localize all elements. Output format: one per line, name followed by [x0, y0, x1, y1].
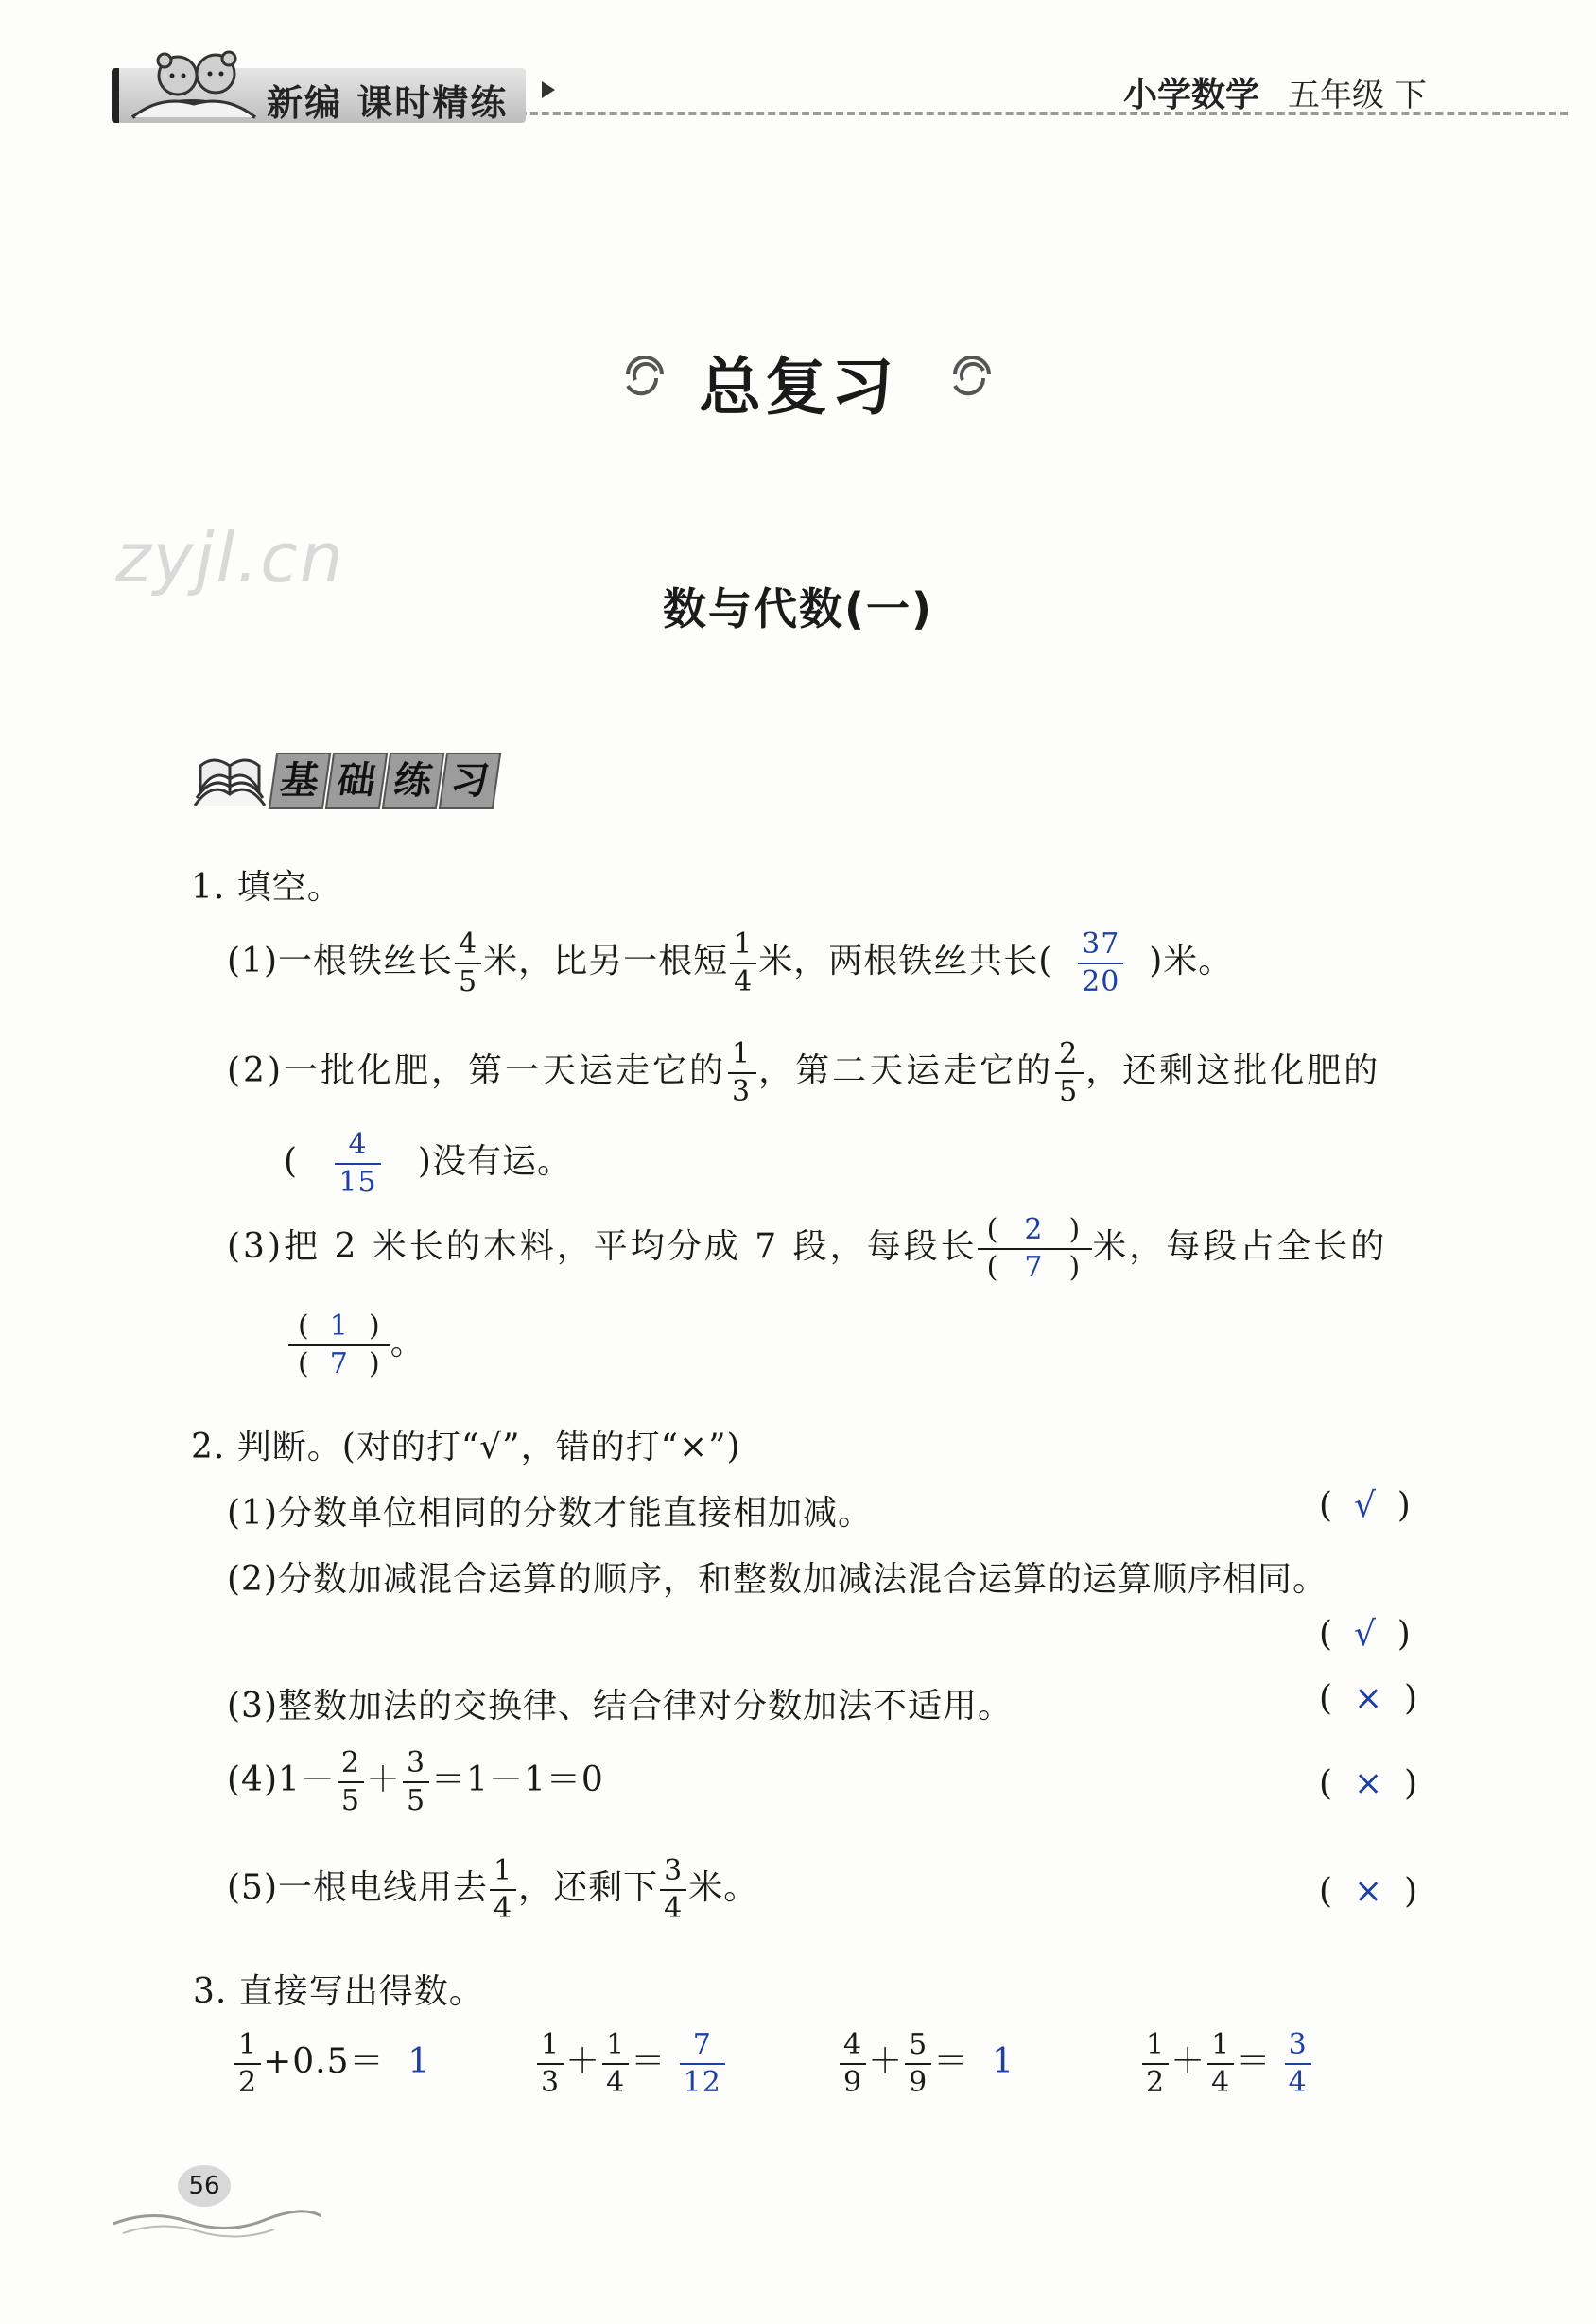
denominator: 20 [1082, 965, 1120, 998]
q3-item-3 [838, 2028, 1015, 2099]
fraction [660, 1854, 686, 1925]
numerator: 7 [680, 2031, 725, 2065]
play-arrow-icon [542, 81, 555, 98]
numerator: 1 [490, 1857, 516, 1891]
text: (4)1－ [227, 1760, 336, 1799]
q1-item-2-answer [284, 1128, 572, 1199]
text: (2)一批化肥，第一天运走它的 [227, 1051, 726, 1090]
answer-mark: √ [1353, 1615, 1376, 1654]
paren: ( [298, 1347, 310, 1380]
answer-box-fraction [978, 1212, 1093, 1286]
fraction [1055, 1037, 1084, 1108]
numerator: 4 [455, 930, 481, 964]
numerator: 2 [338, 1749, 364, 1783]
text: ＝ [631, 2042, 667, 2081]
denominator: 12 [683, 2066, 721, 2099]
numerator: 1 [602, 2031, 629, 2065]
fraction [905, 2028, 931, 2099]
answer-mark: × [1353, 1872, 1383, 1911]
answer-mark: × [1353, 1679, 1383, 1718]
q3-item-4 [1140, 2028, 1313, 2099]
denominator: 3 [732, 1075, 754, 1108]
numerator: 1 [1207, 2031, 1234, 2065]
denominator: 5 [1059, 1075, 1081, 1108]
fraction [455, 930, 481, 997]
q2-item-5 [227, 1854, 759, 1925]
numerator: 1 [234, 2031, 261, 2065]
text: ＝1－1＝0 [431, 1760, 604, 1799]
q3-item-1 [233, 2028, 431, 2099]
denominator: 2 [1146, 2066, 1166, 2099]
answer-mark: √ [1353, 1486, 1376, 1525]
text: 米，两根铁丝共长( [758, 942, 1053, 980]
q1-heading: 1. 填空。 [191, 868, 342, 907]
bears-book-icon [123, 38, 265, 125]
text: ＝ [933, 2042, 969, 2081]
text: 米，每段占全长的 [1092, 1227, 1388, 1266]
numerator: 1 [730, 930, 756, 964]
paren: ) [368, 1309, 381, 1343]
text: )米。 [1149, 942, 1234, 980]
section-tag-char: 练 [382, 753, 444, 809]
header-right [1123, 68, 1427, 116]
text: 米，比另一根短 [483, 942, 729, 980]
q2-item-3-answer: ( × ) [1319, 1679, 1418, 1718]
text: ＝ [1236, 2042, 1272, 2081]
paren: ) [1068, 1213, 1084, 1246]
numerator: 4 [840, 2031, 866, 2065]
text: ＋ [1171, 2042, 1206, 2081]
answer-fraction [680, 2028, 725, 2099]
denominator: 4 [1211, 2066, 1231, 2099]
denominator: 9 [843, 2066, 863, 2099]
grade-label: 五年级 下 [1288, 77, 1427, 114]
paren: ) [1068, 1251, 1084, 1284]
text: ，还剩这批化肥的 [1085, 1051, 1381, 1090]
fraction [730, 930, 756, 997]
q1-item-2 [227, 1037, 1381, 1108]
q2-item-2-answer: ( √ ) [1319, 1615, 1411, 1654]
text: ( [284, 1142, 299, 1181]
q2-heading: 2. 判断。(对的打“√”，错的打“×”) [191, 1428, 741, 1466]
denominator: 15 [338, 1166, 377, 1199]
text: )没有运。 [417, 1142, 572, 1181]
numerator: 2 [1024, 1213, 1046, 1246]
text: +0.5＝ [263, 2042, 385, 2081]
denominator: 4 [1288, 2066, 1308, 2099]
q2-item-1-answer: ( √ ) [1319, 1486, 1411, 1525]
q2-item-5-answer: ( × ) [1319, 1872, 1418, 1911]
text: 。 [390, 1324, 425, 1362]
numerator: 2 [1055, 1040, 1084, 1074]
text: ，第二天运走它的 [758, 1051, 1054, 1090]
q1-item-1 [227, 930, 1233, 997]
numerator: 3 [1285, 2031, 1311, 2065]
fraction [840, 2028, 866, 2099]
text: ＋ [565, 2042, 601, 2081]
answer-fraction [1285, 2028, 1311, 2099]
denominator: 4 [606, 2066, 626, 2099]
q2-item-1: (1)分数单位相同的分数才能直接相加减。 [227, 1494, 873, 1533]
text: (3)把 2 米长的木料，平均分成 7 段，每段长 [227, 1227, 978, 1266]
answer-mark: × [1353, 1764, 1383, 1803]
numerator: 37 [1078, 930, 1123, 964]
paren: ( [986, 1251, 1001, 1284]
q3-item-2 [535, 2028, 727, 2099]
q2-item-4 [227, 1746, 604, 1817]
fraction [728, 1037, 756, 1108]
denominator: 4 [494, 1892, 513, 1925]
swirl-icon-right [944, 346, 1000, 403]
answer: 1 [992, 2042, 1015, 2081]
answer-box-fraction [288, 1309, 390, 1382]
series-title: 新编 课时精练 [267, 82, 509, 124]
answer-fraction [1078, 930, 1123, 997]
numerator: 1 [728, 1040, 756, 1074]
numerator: 1 [537, 2031, 564, 2065]
denominator: 7 [329, 1347, 349, 1380]
numerator: 3 [660, 1857, 686, 1891]
fraction [1207, 2028, 1234, 2099]
fraction [234, 2028, 261, 2099]
numerator: 1 [329, 1309, 349, 1343]
answer-fraction [335, 1128, 380, 1199]
fraction [537, 2028, 564, 2099]
paren: ( [298, 1309, 310, 1343]
section-tag-char: 习 [439, 753, 501, 809]
q2-item-4-answer: ( × ) [1319, 1764, 1418, 1803]
numerator: 1 [1142, 2031, 1169, 2065]
denominator: 4 [664, 1892, 684, 1925]
denominator: 7 [1024, 1251, 1046, 1284]
section-subtitle: 数与代数(一) [662, 583, 934, 634]
text: (1)一根铁丝长 [227, 942, 453, 980]
denominator: 4 [734, 965, 754, 998]
q2-item-3: (3)整数加法的交换律、结合律对分数加法不适用。 [227, 1687, 1013, 1726]
denominator: 2 [238, 2066, 258, 2099]
fraction [1142, 2028, 1169, 2099]
numerator: 3 [403, 1749, 429, 1783]
fraction [490, 1854, 516, 1925]
text: ＋ [366, 1760, 402, 1799]
answer: 1 [408, 2042, 431, 2081]
q2-item-2: (2)分数加减混合运算的顺序，和整数加减法混合运算的运算顺序相同。 [227, 1560, 1327, 1599]
q1-item-3-answer [288, 1309, 425, 1382]
section-tag-char: 础 [325, 753, 388, 809]
subject-label: 小学数学 [1123, 76, 1260, 114]
denominator: 9 [909, 2066, 928, 2099]
q3-heading: 3. 直接写出得数。 [193, 1972, 484, 2011]
text: 米。 [688, 1868, 759, 1907]
paren: ) [368, 1347, 381, 1380]
open-book-icon [189, 747, 270, 815]
denominator: 5 [340, 1784, 360, 1817]
fraction [338, 1746, 364, 1817]
text: ＋ [868, 2042, 904, 2081]
denominator: 3 [541, 2066, 561, 2099]
text: (5)一根电线用去 [227, 1868, 488, 1907]
numerator: 5 [905, 2031, 931, 2065]
numerator: 4 [335, 1131, 380, 1165]
watermark: zyjl.cn [115, 518, 345, 598]
paren: ( [986, 1213, 1001, 1246]
page-title: 总复习 [699, 351, 897, 424]
text: ，还剩下 [518, 1868, 659, 1907]
denominator: 5 [407, 1784, 426, 1817]
section-tag-char: 基 [269, 753, 331, 809]
page-number: 56 [178, 2165, 231, 2207]
fraction [602, 2028, 629, 2099]
fraction [403, 1746, 429, 1817]
q1-item-3 [227, 1212, 1387, 1286]
denominator: 5 [459, 965, 478, 998]
